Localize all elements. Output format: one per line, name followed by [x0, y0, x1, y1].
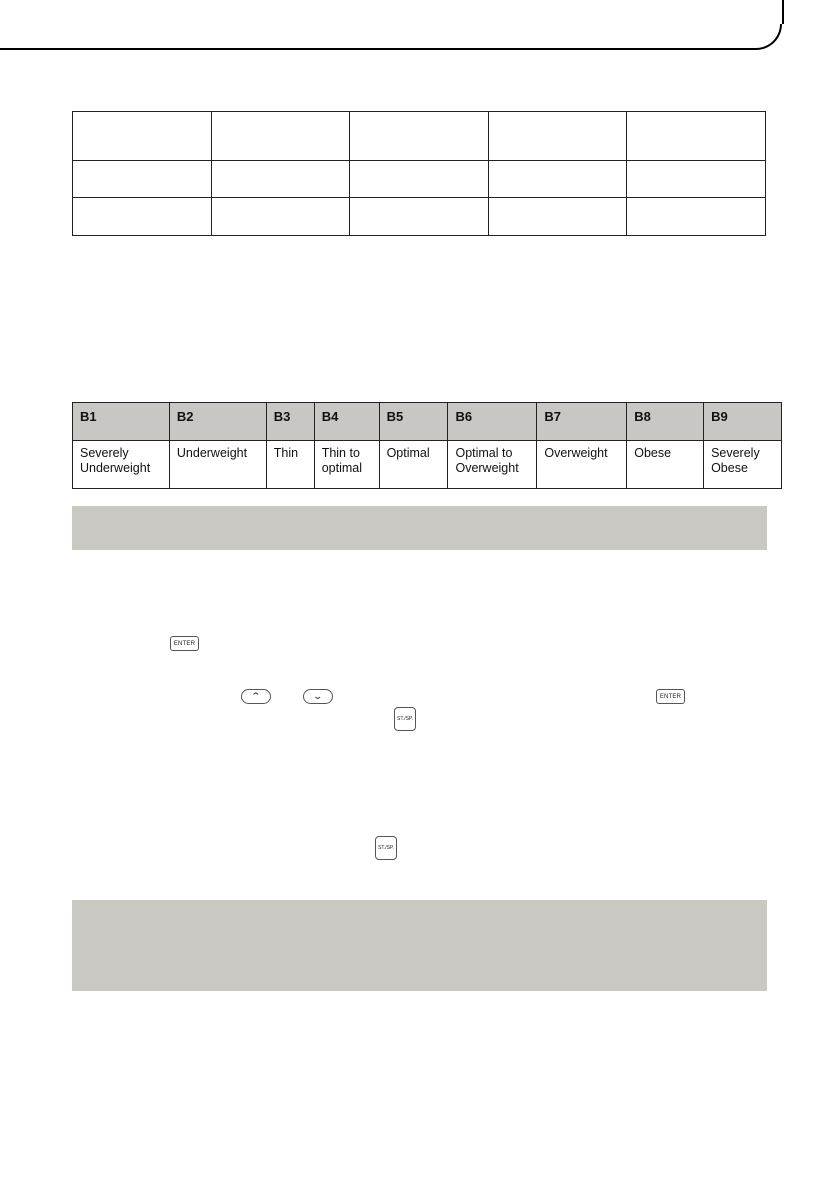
bcs-description-cell: [379, 441, 448, 489]
description-line: Thin to: [321, 446, 360, 460]
description-line: Overweight: [544, 446, 608, 460]
description-line: Severely: [711, 446, 760, 460]
section-heading-band: [72, 506, 767, 550]
bcs-description-cell: [266, 441, 314, 489]
bcs-description-cell: [73, 441, 170, 489]
description-line: optimal: [321, 461, 362, 475]
table-cell: [211, 161, 350, 198]
bcs-header-cell: B1: [73, 403, 170, 441]
bcs-description-cell: [314, 441, 379, 489]
bcs-description-cell: [704, 441, 782, 489]
bcs-description-cell: [169, 441, 266, 489]
table-header-row: [73, 403, 782, 441]
table-row: [73, 112, 766, 161]
table-cell: [488, 161, 627, 198]
enter-key-icon: ENTER: [656, 689, 685, 704]
table-cell: [627, 112, 766, 161]
description-line: Optimal to: [455, 446, 513, 460]
table-cell: [350, 161, 489, 198]
enter-key-icon: ENTER: [170, 636, 199, 651]
description-line: Optimal: [386, 446, 430, 460]
table-cell: [488, 198, 627, 236]
bcs-header-cell: B4: [314, 403, 379, 441]
bcs-header-cell: B7: [537, 403, 627, 441]
down-arrow-glyph: ⌄: [312, 691, 324, 701]
description-line: Thin: [273, 446, 299, 460]
table-cell: [627, 161, 766, 198]
table-cell: [73, 198, 212, 236]
bcs-description-cell: [627, 441, 704, 489]
up-arrow-key-icon: [241, 689, 271, 704]
down-arrow-key-icon: [303, 689, 333, 704]
crop-mark-horizontal: [0, 48, 756, 50]
table-cell: [350, 112, 489, 161]
table-cell: [73, 112, 212, 161]
crop-mark-corner: [756, 24, 782, 50]
description-line: Obese: [711, 461, 748, 475]
table-cell: [627, 198, 766, 236]
description-line: Obese: [634, 446, 672, 460]
bcs-description-cell: [537, 441, 627, 489]
empty-table: [72, 111, 766, 236]
bcs-description-cell: [448, 441, 537, 489]
table-cell: [350, 198, 489, 236]
table-row: [73, 198, 766, 236]
table-cell: [211, 112, 350, 161]
description-line: Underweight: [176, 446, 248, 460]
table-cell: [488, 112, 627, 161]
table-row: [73, 441, 782, 489]
bcs-header-cell: B9: [704, 403, 782, 441]
bcs-header-cell: B5: [379, 403, 448, 441]
bcs-header-cell: B3: [266, 403, 314, 441]
table-cell: [73, 161, 212, 198]
description-line: Overweight: [455, 461, 519, 475]
up-arrow-glyph: ⌃: [250, 691, 262, 701]
description-line: Underweight: [80, 461, 151, 475]
start-stop-key-icon: ST./SP.: [394, 707, 416, 731]
crop-mark-vertical: [782, 0, 784, 24]
table-cell: [211, 198, 350, 236]
start-stop-key-icon: ST./SP.: [375, 836, 397, 860]
bcs-header-cell: B8: [627, 403, 704, 441]
bcs-header-cell: B6: [448, 403, 537, 441]
bcs-header-cell: B2: [169, 403, 266, 441]
description-line: Severely: [80, 446, 129, 460]
table-row: [73, 161, 766, 198]
note-band: [72, 900, 767, 991]
body-condition-table: [72, 402, 782, 489]
